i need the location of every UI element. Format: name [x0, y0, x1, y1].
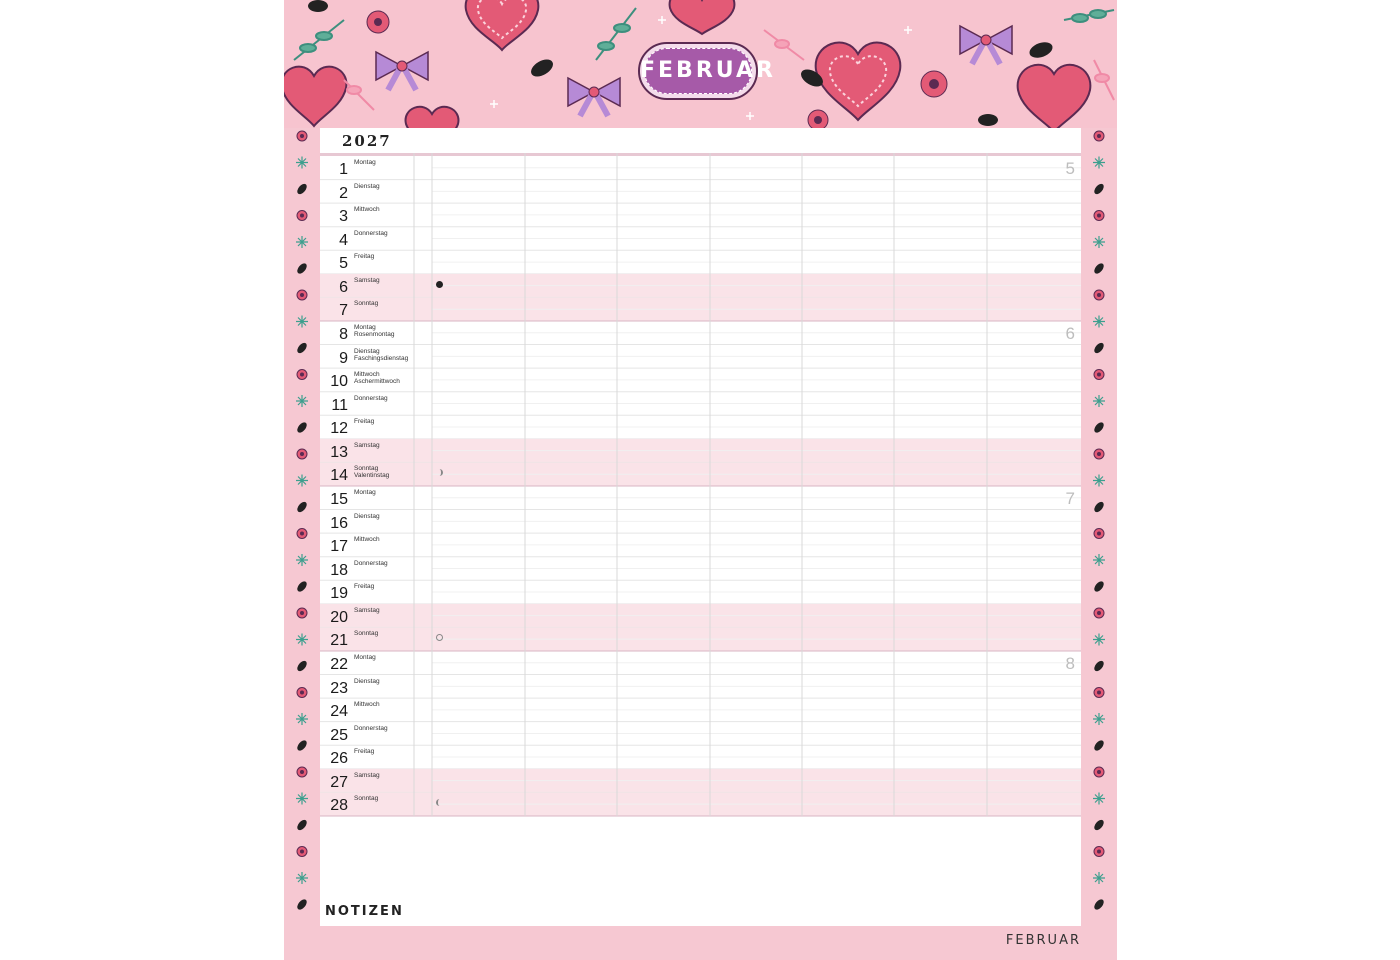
sprig-icon	[596, 8, 636, 60]
day-row[interactable]	[320, 675, 1081, 699]
weekday-name	[354, 230, 388, 237]
day-row[interactable]	[320, 698, 1081, 722]
leaf-icon	[295, 182, 308, 196]
day-number: 7	[339, 302, 348, 320]
weekday-label: Montag	[354, 159, 376, 166]
leaf-icon	[295, 818, 308, 832]
weekday-name	[354, 418, 374, 425]
leaf-icon	[1092, 659, 1105, 673]
leaf-icon	[1092, 421, 1105, 435]
weekday-name	[354, 253, 374, 260]
leaf-icon	[295, 421, 308, 435]
heart-icon	[466, 0, 539, 50]
leaf-icon	[308, 0, 328, 12]
day-number: 17	[330, 538, 348, 556]
weekday-label: Mittwoch	[354, 701, 380, 709]
snowflake-icon	[1093, 475, 1105, 487]
day-number: 5	[339, 255, 348, 273]
flower-icon	[297, 608, 307, 618]
day-row[interactable]	[320, 227, 1081, 251]
weekday-name	[354, 701, 380, 708]
snowflake-icon	[1093, 395, 1105, 407]
flower-icon	[1094, 449, 1104, 459]
weekday-label: Sonntag	[354, 795, 379, 803]
weekday-name	[354, 371, 400, 385]
day-row[interactable]	[320, 368, 1081, 392]
weekday-label: Dienstag	[354, 347, 380, 355]
weekday-label: Donnerstag	[354, 724, 388, 732]
day-number: 26	[330, 750, 348, 768]
flower-icon	[297, 529, 307, 539]
flower-icon	[297, 131, 307, 141]
weekday-name	[354, 630, 378, 637]
day-number: 22	[330, 655, 348, 673]
bow-icon	[960, 26, 1012, 64]
weekday-label: Sonntag	[354, 630, 379, 638]
day-row[interactable]	[320, 321, 1081, 345]
flower-icon	[297, 449, 307, 459]
leaf-icon	[295, 739, 308, 753]
header-pattern	[284, 0, 1117, 128]
weekday-name	[354, 206, 380, 213]
weekday-label: Samstag	[354, 441, 380, 449]
day-row[interactable]	[320, 769, 1081, 793]
weekday-name	[354, 795, 378, 802]
flower-icon	[1094, 688, 1104, 698]
snowflake-icon	[1093, 316, 1105, 328]
week-number: 7	[1065, 488, 1075, 508]
snowflake-icon	[296, 157, 308, 169]
weekday-name	[354, 395, 388, 402]
day-number: 1	[339, 161, 348, 178]
day-number: 11	[331, 396, 348, 414]
leaf-icon	[295, 500, 308, 514]
holiday-label: Rosenmontag	[354, 330, 395, 338]
bow-icon	[376, 52, 428, 90]
day-number: 2	[339, 184, 348, 202]
snowflake-icon	[296, 872, 308, 884]
weekday-label: Donnerstag	[354, 559, 388, 567]
leaf-icon	[295, 898, 308, 912]
snowflake-icon	[1093, 554, 1105, 566]
weekday-name	[354, 748, 374, 755]
day-number: 12	[330, 420, 348, 438]
full-moon-icon	[436, 634, 443, 641]
day-number: 24	[330, 703, 348, 721]
flower-icon	[1094, 211, 1104, 221]
flower-icon	[1094, 370, 1104, 380]
day-row[interactable]	[320, 486, 1081, 510]
calendar-grid	[320, 128, 1081, 926]
weekday-label: Mittwoch	[354, 371, 380, 379]
border-icons	[284, 128, 320, 926]
weekday-label: Mittwoch	[354, 536, 380, 544]
leaf-icon	[1092, 500, 1105, 514]
weekday-label: Samstag	[354, 606, 380, 614]
day-number: 4	[339, 231, 348, 249]
weekday-name	[354, 772, 380, 779]
day-number: 15	[330, 490, 348, 508]
weekday-label: Montag	[354, 488, 376, 496]
day-number: 28	[330, 797, 348, 815]
heart-icon	[1018, 65, 1091, 128]
weekday-label: Freitag	[354, 748, 375, 756]
day-number: 25	[330, 726, 348, 744]
day-number: 27	[330, 773, 348, 791]
flower-icon	[297, 290, 307, 300]
snowflake-icon	[296, 475, 308, 487]
leaf-icon	[1092, 818, 1105, 832]
calendar-sheet	[284, 0, 1117, 960]
day-row[interactable]	[320, 533, 1081, 557]
day-row[interactable]	[320, 722, 1081, 746]
snowflake-icon	[1093, 236, 1105, 248]
day-number: 19	[330, 585, 348, 603]
leaf-icon	[295, 580, 308, 594]
weekday-label: Freitag	[354, 418, 375, 426]
snowflake-icon	[296, 713, 308, 725]
day-row[interactable]	[320, 274, 1081, 298]
leaf-icon	[1092, 182, 1105, 196]
day-number: 14	[330, 467, 348, 485]
weekday-label: Donnerstag	[354, 394, 388, 402]
week-number: 6	[1065, 323, 1075, 343]
day-number: 9	[339, 349, 348, 367]
snowflake-icon	[296, 316, 308, 328]
leaf-icon	[295, 262, 308, 276]
flower-icon	[1094, 608, 1104, 618]
heart-icon	[670, 0, 735, 34]
snowflake-icon	[296, 236, 308, 248]
weekday-label: Sonntag	[354, 300, 379, 308]
footer-month: FEBRUAR	[1005, 933, 1081, 948]
month-title-plaque	[638, 42, 776, 100]
day-number: 6	[339, 278, 348, 296]
snowflake-icon	[296, 395, 308, 407]
day-row[interactable]	[320, 557, 1081, 581]
weekday-name	[354, 560, 388, 567]
weekday-label: Samstag	[354, 276, 380, 284]
day-row[interactable]	[320, 604, 1081, 628]
leaf-icon	[1092, 898, 1105, 912]
first-quarter-icon	[436, 469, 443, 476]
snowflake-icon	[296, 554, 308, 566]
flower-icon	[367, 11, 389, 33]
week-number: 8	[1065, 653, 1075, 673]
flower-icon	[1094, 290, 1104, 300]
weekday-name	[354, 607, 380, 614]
last-quarter-icon	[436, 799, 443, 806]
day-row[interactable]	[320, 415, 1081, 439]
weekday-label: Dienstag	[354, 182, 380, 190]
year-label: 2027	[342, 132, 392, 150]
flower-icon	[1094, 131, 1104, 141]
weekday-label: Sonntag	[354, 465, 379, 473]
day-row[interactable]	[320, 745, 1081, 769]
notes-label: NOTIZEN	[325, 904, 404, 919]
snowflake-icon	[1093, 872, 1105, 884]
new-moon-icon	[436, 281, 443, 288]
snowflake-icon	[1093, 713, 1105, 725]
day-number: 10	[330, 373, 348, 391]
weekday-name	[354, 277, 380, 284]
leaf-icon	[528, 56, 556, 80]
weekday-name	[354, 183, 380, 190]
weekday-label: Donnerstag	[354, 229, 388, 237]
flower-icon	[297, 370, 307, 380]
flower-icon	[921, 71, 947, 97]
leaf-icon	[1092, 262, 1105, 276]
leaf-icon	[1092, 580, 1105, 594]
month-title: FEBRUAR	[640, 58, 776, 83]
flower-icon	[808, 110, 828, 128]
weekday-label: Montag	[354, 653, 376, 661]
weekday-name	[354, 583, 374, 590]
weekday-name	[354, 725, 388, 732]
weekday-label: Dienstag	[354, 677, 380, 685]
flower-icon	[1094, 847, 1104, 857]
heart-icon	[406, 107, 459, 128]
weekday-name	[354, 465, 389, 479]
weekday-label: Samstag	[354, 771, 380, 779]
day-row[interactable]	[320, 627, 1081, 651]
weekday-label: Freitag	[354, 583, 375, 591]
holiday-label: Valentinstag	[354, 472, 390, 480]
holiday-label: Aschermittwoch	[354, 378, 400, 386]
day-row[interactable]	[320, 462, 1081, 486]
flower-icon	[1094, 529, 1104, 539]
day-number: 20	[330, 608, 348, 626]
day-row[interactable]	[320, 345, 1081, 369]
flower-icon	[297, 847, 307, 857]
day-number: 8	[339, 325, 348, 343]
weekday-name	[354, 348, 408, 362]
leaf-icon	[978, 114, 998, 126]
day-row[interactable]	[320, 297, 1081, 321]
leaf-icon	[1092, 341, 1105, 355]
snowflake-icon	[1093, 634, 1105, 646]
weekday-label: Montag	[354, 323, 376, 331]
leaf-icon	[295, 341, 308, 355]
snowflake-icon	[296, 793, 308, 805]
weekday-name	[354, 678, 380, 685]
weekday-name	[354, 159, 376, 166]
day-number: 23	[330, 679, 348, 697]
right-border-pattern	[1081, 128, 1117, 926]
snowflake-icon	[1093, 793, 1105, 805]
day-row[interactable]	[320, 250, 1081, 274]
weekday-name	[354, 654, 376, 661]
left-border-pattern	[284, 128, 320, 926]
weekday-name	[354, 324, 394, 338]
heart-icon	[284, 67, 346, 126]
weekday-label: Mittwoch	[354, 206, 380, 214]
snowflake-icon	[1093, 157, 1105, 169]
day-row[interactable]	[320, 792, 1081, 816]
heart-icon	[816, 43, 901, 120]
day-number: 18	[330, 561, 348, 579]
day-number: 21	[330, 632, 348, 650]
week-number: 5	[1065, 159, 1075, 178]
day-row[interactable]	[320, 203, 1081, 227]
weekday-name	[354, 513, 380, 520]
day-row[interactable]	[320, 580, 1081, 604]
weekday-name	[354, 442, 380, 449]
day-number: 13	[330, 443, 348, 461]
sprig-icon	[1064, 10, 1114, 22]
leaf-icon	[1092, 739, 1105, 753]
day-number: 16	[330, 514, 348, 532]
day-row[interactable]	[320, 392, 1081, 416]
weekday-label: Freitag	[354, 253, 375, 261]
flower-icon	[297, 767, 307, 777]
flower-icon	[297, 688, 307, 698]
border-icons	[1081, 128, 1117, 926]
day-row[interactable]	[320, 180, 1081, 204]
day-row[interactable]	[320, 156, 1081, 180]
day-row[interactable]	[320, 439, 1081, 463]
weekday-name	[354, 536, 380, 543]
weekday-name	[354, 300, 378, 307]
day-row[interactable]	[320, 651, 1081, 675]
day-number: 3	[339, 208, 348, 226]
weekday-name	[354, 489, 376, 496]
leaf-icon	[1027, 39, 1054, 60]
holiday-label: Faschingsdienstag	[354, 354, 409, 362]
snowflake-icon	[296, 634, 308, 646]
flower-icon	[1094, 767, 1104, 777]
bow-icon	[568, 78, 620, 116]
weekday-label: Dienstag	[354, 512, 380, 520]
flower-icon	[297, 211, 307, 221]
leaf-icon	[295, 659, 308, 673]
sprig-icon	[294, 20, 344, 60]
day-row[interactable]	[320, 510, 1081, 534]
